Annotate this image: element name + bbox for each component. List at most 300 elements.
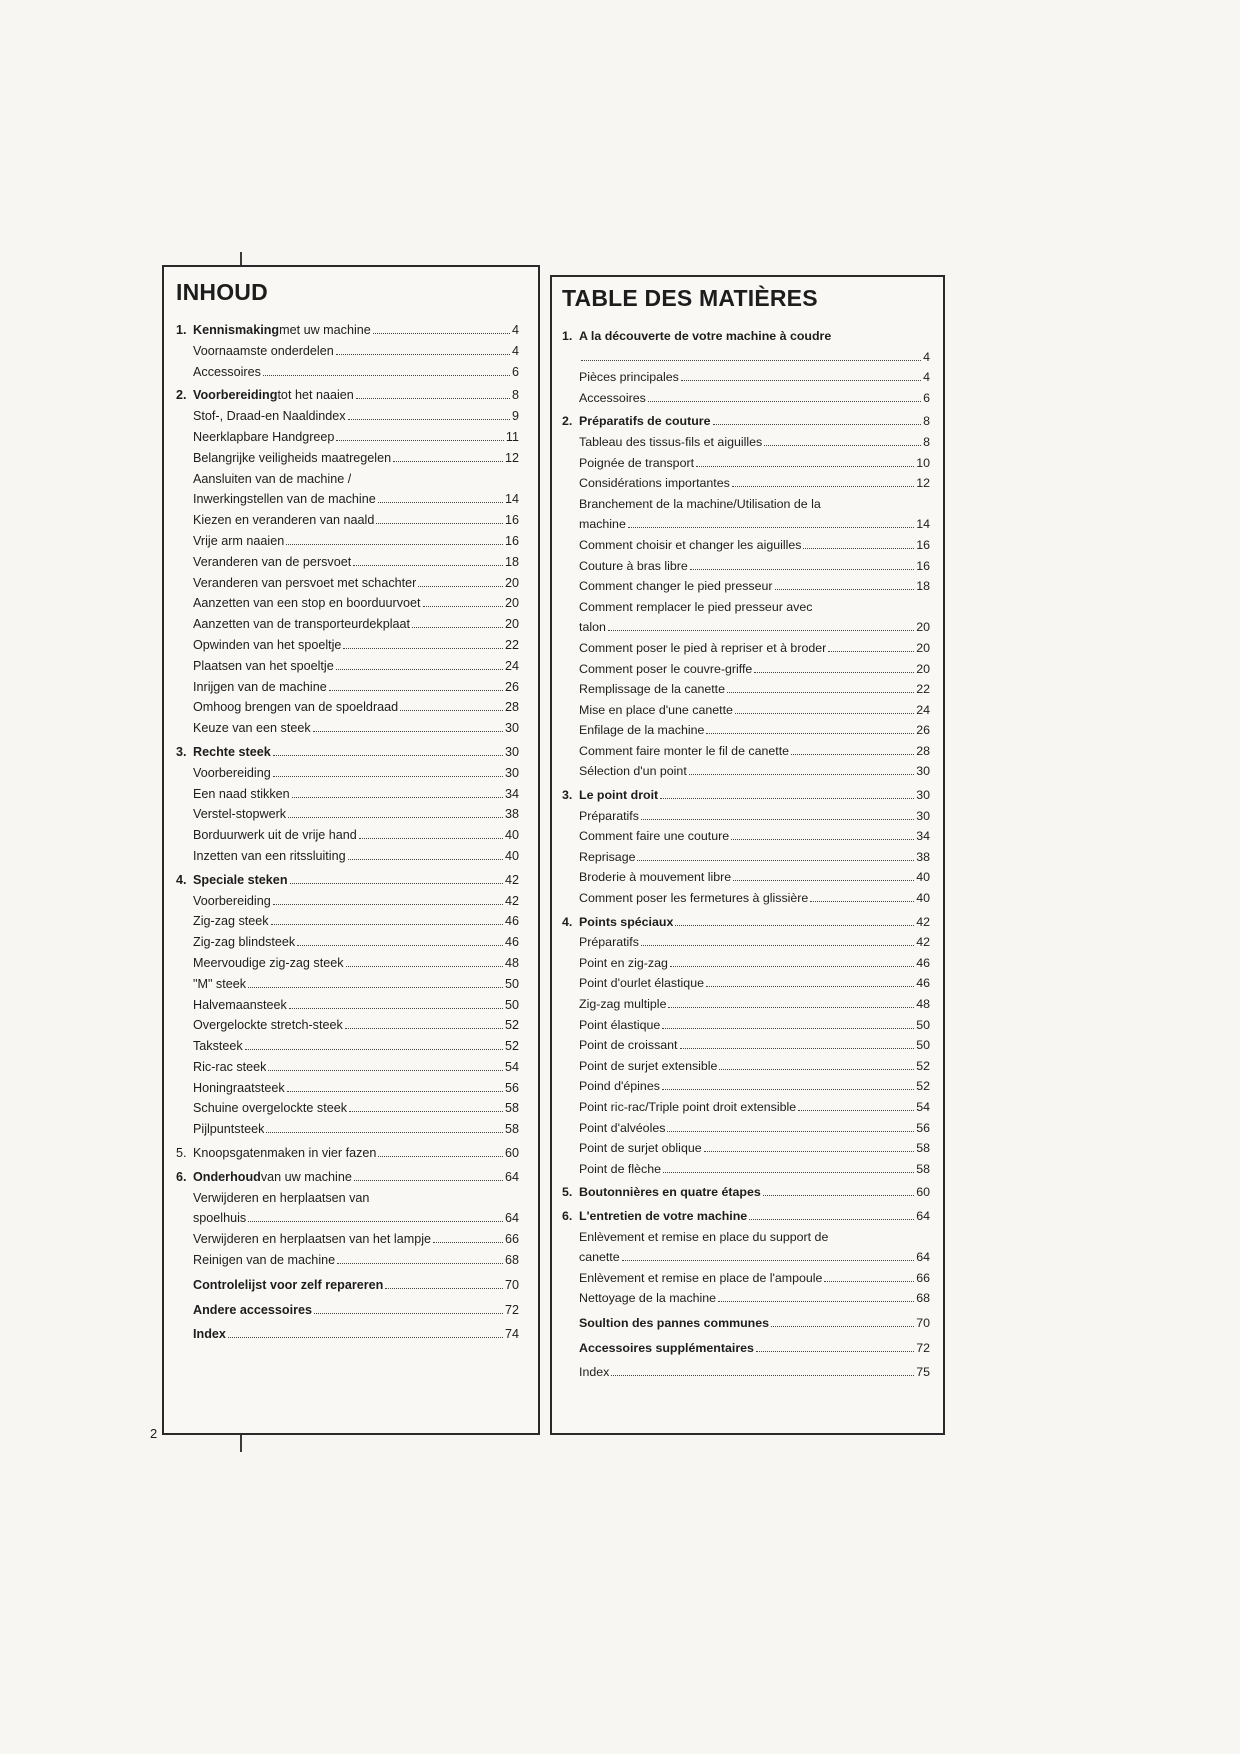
toc-entry-label: Voornaamste onderdelen — [193, 343, 334, 358]
toc-dot-leader — [749, 1219, 914, 1220]
toc-page-number: 8 — [511, 388, 519, 403]
toc-dot-leader — [791, 754, 914, 755]
toc-entry — [176, 718, 519, 739]
toc-entry-label-rest: tot het naaien — [277, 388, 354, 403]
toc-dutch-panel — [162, 265, 540, 1435]
toc-section-number: 6. — [562, 1208, 573, 1223]
toc-entry-label: Comment remplacer le pied presseur avec — [579, 599, 813, 614]
toc-entry-label: Voorbereiding — [193, 388, 278, 403]
toc-entry-label: Keuze van een steek — [193, 721, 311, 736]
toc-entry-label: Aansluiten van de machine / — [193, 471, 352, 486]
toc-page-number: 30 — [504, 744, 519, 759]
toc-page-number: 6 — [923, 390, 930, 405]
toc-dot-leader — [356, 398, 510, 399]
toc-dot-leader — [756, 1351, 914, 1352]
toc-dutch-list — [176, 320, 519, 1345]
toc-dot-leader — [622, 1260, 915, 1261]
toc-entry-label: Point de surjet oblique — [579, 1141, 702, 1156]
toc-entry — [562, 1288, 930, 1309]
toc-entry — [562, 1247, 930, 1268]
toc-page-number: 28 — [916, 743, 930, 758]
toc-entry — [562, 473, 930, 494]
toc-entry-label: Enfilage de la machine — [579, 723, 705, 738]
toc-entry — [176, 614, 519, 635]
toc-entry — [562, 826, 930, 847]
toc-dot-leader — [727, 692, 914, 693]
toc-entry-label: Andere accessoires — [193, 1302, 313, 1317]
toc-page-number: 34 — [504, 786, 519, 801]
toc-entry — [176, 510, 519, 531]
toc-page-number: 68 — [916, 1291, 930, 1306]
toc-page-number: 46 — [916, 955, 930, 970]
toc-dot-leader — [343, 648, 503, 649]
toc-entry — [562, 867, 930, 888]
toc-dot-leader — [245, 1049, 503, 1050]
toc-entry-label: Inzetten van een ritssluiting — [193, 848, 346, 863]
toc-entry — [562, 700, 930, 721]
toc-dot-leader — [423, 606, 503, 607]
toc-dot-leader — [271, 924, 503, 925]
toc-dot-leader — [662, 1089, 914, 1090]
toc-dot-leader — [359, 838, 503, 839]
toc-page-number: 20 — [504, 596, 519, 611]
toc-page-number: 38 — [504, 807, 519, 822]
toc-entry — [562, 1159, 930, 1180]
toc-dot-leader — [706, 733, 914, 734]
toc-entry-label: Aanzetten van een stop en boorduurvoet — [193, 596, 421, 611]
toc-section-number: 5. — [562, 1185, 573, 1200]
toc-dot-leader — [288, 817, 503, 818]
toc-dot-leader — [354, 1180, 503, 1181]
toc-dot-leader — [810, 901, 914, 902]
toc-entry-label: Le point droit — [579, 788, 659, 803]
toc-dot-leader — [648, 401, 921, 402]
toc-entry-label: A la découverte de votre machine à coudre — [579, 329, 832, 343]
toc-page-number: 46 — [916, 976, 930, 991]
toc-dot-leader — [248, 1221, 503, 1222]
toc-entry — [176, 1098, 519, 1119]
toc-entry-label: Point d'ourlet élastique — [579, 976, 704, 991]
toc-page-number: 58 — [504, 1101, 519, 1116]
toc-page-number: 16 — [504, 513, 519, 528]
toc-entry-label: Accessoires — [579, 390, 646, 405]
toc-entry — [562, 617, 930, 638]
toc-entry — [176, 1188, 519, 1209]
toc-page-number: 66 — [916, 1270, 930, 1285]
toc-page-number: 58 — [504, 1122, 519, 1137]
toc-entry — [562, 806, 930, 827]
toc-dot-leader — [376, 523, 503, 524]
toc-entry-label: Point en zig-zag — [579, 955, 668, 970]
toc-dot-leader — [337, 1263, 503, 1264]
toc-entry — [176, 362, 519, 383]
toc-page-number: 26 — [916, 723, 930, 738]
toc-page-number: 14 — [916, 517, 930, 532]
toc-entry — [176, 825, 519, 846]
toc-dot-leader — [763, 1195, 914, 1196]
toc-dot-leader — [608, 630, 914, 631]
toc-dot-leader — [824, 1281, 914, 1282]
toc-entry — [562, 659, 930, 680]
toc-section — [176, 870, 519, 891]
toc-entry-label: Borduurwerk uit de vrije hand — [193, 828, 357, 843]
toc-page-number: 22 — [504, 637, 519, 652]
toc-entry — [562, 847, 930, 868]
toc-entry — [562, 432, 930, 453]
toc-dot-leader — [336, 440, 504, 441]
toc-entry-label: Kiezen en veranderen van naald — [193, 513, 375, 528]
toc-page-number: 68 — [504, 1253, 519, 1268]
toc-section-number: 4. — [176, 872, 187, 887]
toc-page-number: 50 — [504, 976, 519, 991]
toc-dot-leader — [345, 1028, 503, 1029]
toc-entry-label: canette — [579, 1250, 620, 1265]
toc-entry-label: Ric-rac steek — [193, 1059, 267, 1074]
toc-entry — [562, 494, 930, 515]
toc-entry — [176, 846, 519, 867]
toc-entry-label: Comment faire monter le fil de canette — [579, 743, 790, 758]
toc-entry — [176, 932, 519, 953]
toc-entry — [176, 891, 519, 912]
toc-entry — [562, 741, 930, 762]
toc-dot-leader — [735, 713, 914, 714]
toc-entry — [176, 784, 519, 805]
toc-entry — [562, 1056, 930, 1077]
toc-page-number: 11 — [505, 429, 519, 444]
toc-entry — [176, 697, 519, 718]
toc-entry-label: Een naad stikken — [193, 786, 290, 801]
toc-dot-leader — [668, 1007, 914, 1008]
toc-entry — [176, 1057, 519, 1078]
toc-dot-leader — [373, 333, 510, 334]
toc-entry-label: Reprisage — [579, 849, 636, 864]
toc-page-number: 16 — [916, 558, 930, 573]
toc-entry-label: Belangrijke veiligheids maatregelen — [193, 450, 392, 465]
toc-dot-leader — [689, 774, 914, 775]
toc-entry — [562, 1097, 930, 1118]
toc-entry — [562, 720, 930, 741]
toc-entry — [176, 1208, 519, 1229]
toc-dot-leader — [329, 690, 503, 691]
toc-entry — [562, 1268, 930, 1289]
toc-section-number: 3. — [562, 788, 573, 803]
toc-entry-label: Pièces principales — [579, 370, 679, 385]
toc-entry — [562, 453, 930, 474]
toc-entry-label: Veranderen van persvoet met schachter — [193, 575, 417, 590]
toc-entry-label: Speciale steken — [193, 872, 288, 887]
toc-page-number: 50 — [504, 997, 519, 1012]
toc-entry — [562, 888, 930, 909]
toc-entry-label: L'entretien de votre machine — [579, 1208, 748, 1223]
toc-section — [562, 912, 930, 933]
toc-page-number: 50 — [916, 1038, 930, 1053]
toc-page-number: 42 — [504, 893, 519, 908]
toc-entry-label: talon — [579, 620, 606, 635]
toc-dot-leader — [637, 860, 914, 861]
toc-entry-label: Zig-zag multiple — [579, 997, 667, 1011]
toc-entry-label: Tableau des tissus-fils et aiguilles — [579, 434, 763, 449]
toc-entry-label: machine — [579, 517, 626, 532]
toc-page-number: 4 — [923, 370, 930, 385]
toc-dot-leader — [378, 502, 503, 503]
toc-page-number: 72 — [504, 1302, 519, 1317]
toc-section-number: 6. — [176, 1169, 187, 1184]
toc-page-number: 66 — [504, 1232, 519, 1247]
toc-dot-leader — [385, 1288, 503, 1289]
toc-entry-label: Comment poser le couvre-griffe — [579, 661, 753, 676]
toc-entry — [176, 656, 519, 677]
toc-section-number: 3. — [176, 744, 187, 759]
toc-entry — [562, 761, 930, 782]
toc-entry — [562, 347, 930, 368]
toc-entry-label: Nettoyage de la machine — [579, 1291, 717, 1306]
toc-entry — [176, 995, 519, 1016]
toc-entry-label: Considérations importantes — [579, 476, 730, 491]
toc-dot-leader — [663, 1172, 914, 1173]
toc-entry-label: Plaatsen van het spoeltje — [193, 658, 334, 673]
toc-page-number: 18 — [504, 554, 519, 569]
toc-entry — [562, 1138, 930, 1159]
toc-entry — [176, 1229, 519, 1250]
toc-entry-label: Comment poser les fermetures à glissière — [579, 891, 809, 906]
toc-section-number: 4. — [562, 914, 573, 929]
toc-entry — [176, 1275, 519, 1296]
toc-entry — [562, 367, 930, 388]
toc-entry-label: Préparatifs — [579, 808, 639, 823]
toc-section — [562, 326, 930, 347]
toc-section — [562, 1206, 930, 1227]
toc-entry-label: Vrije arm naaien — [193, 533, 285, 548]
toc-entry-label: Soultion des pannes communes — [579, 1315, 770, 1330]
toc-entry-label: Honingraatsteek — [193, 1080, 285, 1095]
toc-entry — [562, 1118, 930, 1139]
toc-dot-leader — [292, 797, 503, 798]
toc-dot-leader — [412, 627, 503, 628]
toc-page-number: 30 — [916, 808, 930, 823]
toc-page-number: 38 — [916, 849, 930, 864]
toc-entry-label: Pijlpuntsteek — [193, 1122, 265, 1137]
toc-page-number: 20 — [916, 620, 930, 635]
toc-entry — [562, 1076, 930, 1097]
toc-entry-label: Point élastique — [579, 1017, 661, 1032]
toc-section — [562, 785, 930, 806]
toc-dot-leader — [670, 966, 914, 967]
toc-entry-label: Verwijderen en herplaatsen van — [193, 1190, 370, 1205]
toc-page-number: 20 — [916, 640, 930, 655]
toc-dot-leader — [754, 672, 914, 673]
toc-dot-leader — [346, 966, 503, 967]
toc-dot-leader — [581, 360, 921, 361]
toc-dot-leader — [641, 945, 914, 946]
toc-entry — [176, 804, 519, 825]
toc-section-number: 1. — [562, 329, 573, 343]
toc-entry-label: Comment poser le pied à repriser et à broder — [579, 640, 827, 655]
toc-page-number: 52 — [504, 1018, 519, 1033]
toc-entry-label: Kennismaking — [193, 323, 280, 337]
toc-page-number: 58 — [916, 1161, 930, 1176]
toc-entry — [562, 953, 930, 974]
toc-dot-leader — [313, 731, 503, 732]
toc-entry-label: Rechte steek — [193, 744, 271, 759]
toc-dot-leader — [393, 461, 503, 462]
toc-entry — [562, 1338, 930, 1359]
toc-page-number: 20 — [916, 661, 930, 676]
toc-dot-leader — [611, 1375, 914, 1376]
toc-page-number: 46 — [504, 914, 519, 929]
toc-french-panel — [550, 275, 945, 1435]
toc-entry-label: Verwijderen en herplaatsen van het lampje — [193, 1232, 432, 1247]
toc-french-title: TABLE DES MATIÈRES — [562, 285, 818, 311]
toc-entry-label: Branchement de la machine/Utilisation de la — [579, 496, 821, 511]
toc-page-number: 4 — [923, 349, 930, 364]
toc-entry-label: Opwinden van het spoeltje — [193, 637, 342, 652]
toc-entry — [562, 1313, 930, 1334]
toc-dot-leader — [348, 859, 503, 860]
toc-dot-leader — [273, 755, 503, 756]
toc-page-number: 12 — [916, 476, 930, 491]
toc-entry — [176, 531, 519, 552]
toc-entry-label: Point de surjet extensible — [579, 1058, 718, 1073]
toc-dot-leader — [690, 569, 914, 570]
toc-entry — [176, 552, 519, 573]
toc-entry-label: Halvemaansteek — [193, 997, 287, 1012]
toc-entry — [562, 514, 930, 535]
toc-entry-label: Inwerkingstellen van de machine — [193, 492, 376, 507]
toc-dot-leader — [290, 883, 503, 884]
toc-dot-leader — [771, 1326, 914, 1327]
toc-entry — [176, 341, 519, 362]
toc-entry — [176, 1324, 519, 1345]
toc-entry — [176, 1250, 519, 1271]
toc-entry-label: Voorbereiding — [193, 765, 271, 780]
toc-entry-label: Poignée de transport — [579, 455, 695, 470]
toc-dot-leader — [378, 1156, 503, 1157]
toc-entry — [562, 576, 930, 597]
toc-entry-label: Onderhoud — [193, 1169, 261, 1184]
toc-entry-label: Taksteek — [193, 1039, 243, 1054]
toc-entry — [562, 556, 930, 577]
toc-section — [176, 1167, 519, 1188]
toc-dot-leader — [764, 445, 921, 446]
toc-page-number: 4 — [511, 343, 519, 358]
toc-page-number: 30 — [916, 764, 930, 779]
toc-entry-label: Remplissage de la canette — [579, 682, 726, 697]
toc-dot-leader — [828, 651, 914, 652]
toc-entry-label: Poind d'épines — [579, 1079, 660, 1094]
toc-page-number: 40 — [504, 848, 519, 863]
toc-page-number: 18 — [916, 579, 930, 594]
toc-dot-leader — [273, 776, 503, 777]
toc-entry — [176, 763, 519, 784]
toc-entry-label: "M" steek — [193, 976, 247, 991]
toc-entry — [562, 638, 930, 659]
toc-dot-leader — [667, 1131, 914, 1132]
toc-page-number: 48 — [916, 997, 930, 1011]
toc-section — [176, 320, 519, 341]
toc-page-number: 16 — [504, 533, 519, 548]
toc-page-number: 54 — [504, 1059, 519, 1074]
toc-page-number: 56 — [916, 1120, 930, 1135]
toc-entry-label: Veranderen van de persvoet — [193, 554, 352, 569]
toc-entry-label: Mise en place d'une canette — [579, 702, 733, 717]
toc-entry-label: Point de flèche — [579, 1161, 661, 1176]
toc-dot-leader — [660, 798, 914, 799]
toc-page-number: 22 — [916, 682, 930, 697]
toc-dot-leader — [662, 1028, 914, 1029]
toc-page-number: 72 — [916, 1340, 930, 1355]
toc-dot-leader — [266, 1132, 503, 1133]
toc-entry — [176, 911, 519, 932]
toc-dot-leader — [803, 548, 914, 549]
toc-page-number: 34 — [916, 829, 930, 844]
toc-dutch-title: INHOUD — [176, 279, 268, 305]
toc-entry-label: Accessoires — [193, 364, 261, 379]
toc-page-number: 54 — [916, 1099, 930, 1114]
toc-entry — [176, 677, 519, 698]
toc-page-number: 64 — [916, 1208, 930, 1223]
toc-page-number: 6 — [511, 364, 519, 379]
toc-entry — [562, 1227, 930, 1248]
toc-entry-label: Controlelijst voor zelf repareren — [193, 1277, 384, 1292]
toc-dot-leader — [433, 1242, 503, 1243]
toc-page-number: 20 — [504, 617, 519, 632]
toc-dot-leader — [681, 380, 921, 381]
toc-page-number: 56 — [504, 1080, 519, 1095]
toc-section — [562, 1182, 930, 1203]
toc-entry-label: Index — [579, 1365, 610, 1380]
toc-dot-leader — [775, 589, 915, 590]
toc-dot-leader — [628, 527, 914, 528]
toc-entry — [176, 593, 519, 614]
toc-entry-label: Comment faire une couture — [579, 829, 730, 844]
toc-entry — [176, 469, 519, 490]
toc-page-number: 24 — [916, 702, 930, 717]
toc-entry — [176, 448, 519, 469]
toc-page-number: 12 — [504, 450, 519, 465]
toc-entry — [176, 406, 519, 427]
toc-entry-label: Broderie à mouvement libre — [579, 870, 732, 885]
toc-entry-label: spoelhuis — [193, 1211, 247, 1226]
toc-entry — [176, 489, 519, 510]
toc-page-number: 70 — [504, 1277, 519, 1292]
toc-entry — [176, 1015, 519, 1036]
toc-dot-leader — [706, 986, 914, 987]
toc-page-number: 50 — [916, 1017, 930, 1032]
toc-page-number: 28 — [504, 700, 519, 715]
toc-entry-label: Reinigen van de machine — [193, 1253, 336, 1268]
toc-dot-leader — [263, 375, 510, 376]
toc-section-number: 1. — [176, 323, 187, 337]
toc-dot-leader — [713, 424, 922, 425]
toc-entry-label: Zig-zag blindsteek — [193, 935, 296, 950]
toc-entry-label-rest: van uw machine — [260, 1169, 352, 1184]
toc-dot-leader — [418, 586, 503, 587]
toc-dot-leader — [733, 880, 914, 881]
toc-dot-leader — [696, 466, 914, 467]
toc-page-number: 42 — [916, 914, 930, 929]
toc-entry-label: Points spéciaux — [579, 914, 674, 929]
toc-entry — [176, 1078, 519, 1099]
toc-page-number: 30 — [504, 765, 519, 780]
toc-entry-label: Aanzetten van de transporteurdekplaat — [193, 617, 411, 632]
toc-page-number: 26 — [504, 679, 519, 694]
toc-entry-label: Couture à bras libre — [579, 558, 688, 573]
toc-page-number: 60 — [504, 1146, 519, 1161]
toc-entry-label: Verstel-stopwerk — [193, 807, 287, 822]
toc-entry-label: Stof-, Draad-en Naaldindex — [193, 409, 346, 424]
toc-entry-label: Préparatifs — [579, 935, 639, 950]
toc-entry-label: Schuine overgelockte steek — [193, 1101, 348, 1116]
